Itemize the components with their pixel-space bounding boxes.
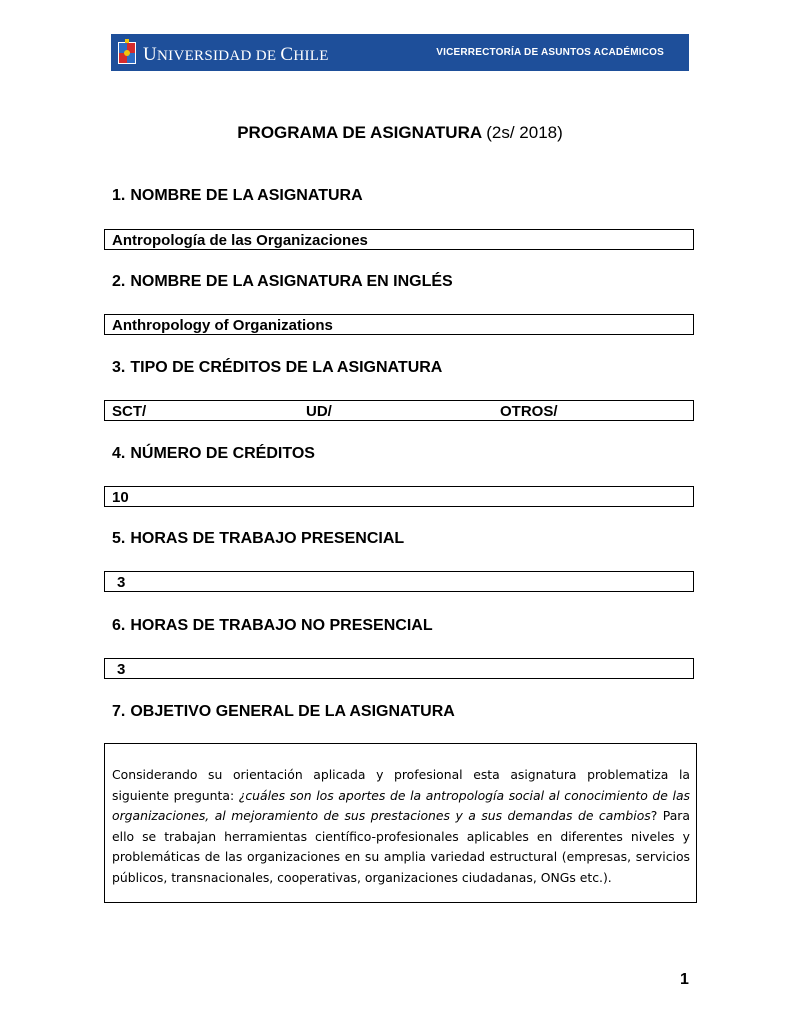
in-person-hours-field [104,571,694,592]
page-number: 1 [680,971,689,988]
credit-type-sct: SCT/ [112,403,147,420]
course-name-english-field [104,314,694,335]
objective-text: Considerando su orientación aplicada y profesional esta asignatura problematiza la siguiente pregunta: ¿cuáles son los aportes de la antropología social al conocimiento de las organizaciones, al mejoramiento de sus prestaciones y a sus demandas de cambios? Para ello se trabajan herramientas científico-profesionales aplicables en diferentes niveles y problemáticas de las organizaciones en su amplia variedad estructural (empresas, servicios públicos, transnacionales, cooperativas, organizaciones ciudadanas, ONGs etc.). [112,767,690,885]
section-heading: 4. NÚMERO DE CRÉDITOS [112,445,315,462]
section-heading: 2. NOMBRE DE LA ASIGNATURA EN INGLÉS [112,273,453,290]
credit-type-otros: OTROS/ [500,403,558,420]
page-title [0,123,800,143]
section-heading: 7. OBJETIVO GENERAL DE LA ASIGNATURA [112,703,455,720]
vicerrectoria-label: VICERRECTORÍA DE ASUNTOS ACADÉMICOS [436,47,664,58]
university-name: UNIVERSIDAD DE CHILE [143,44,329,65]
field-value: 3 [117,574,126,591]
course-name-field [104,229,694,250]
university-crest-icon [117,39,137,66]
section-heading: 5. HORAS DE TRABAJO PRESENCIAL [112,530,405,547]
remote-hours-field [104,658,694,679]
field-value: Antropología de las Organizaciones [112,232,368,249]
credit-count-field [104,486,694,507]
section-heading: 1. NOMBRE DE LA ASIGNATURA [112,187,363,204]
objective-box [104,743,697,903]
credit-type-ud: UD/ [306,403,332,420]
title-term: (2s/ 2018) [486,123,563,142]
section-heading: 3. TIPO DE CRÉDITOS DE LA ASIGNATURA [112,359,443,376]
header-banner [111,34,689,71]
section-heading: 6. HORAS DE TRABAJO NO PRESENCIAL [112,617,433,634]
field-value: 3 [117,661,126,678]
credit-type-field [104,400,694,421]
title-main: PROGRAMA DE ASIGNATURA [237,123,482,142]
field-value: Anthropology of Organizations [112,317,333,334]
field-value: 10 [112,489,129,506]
